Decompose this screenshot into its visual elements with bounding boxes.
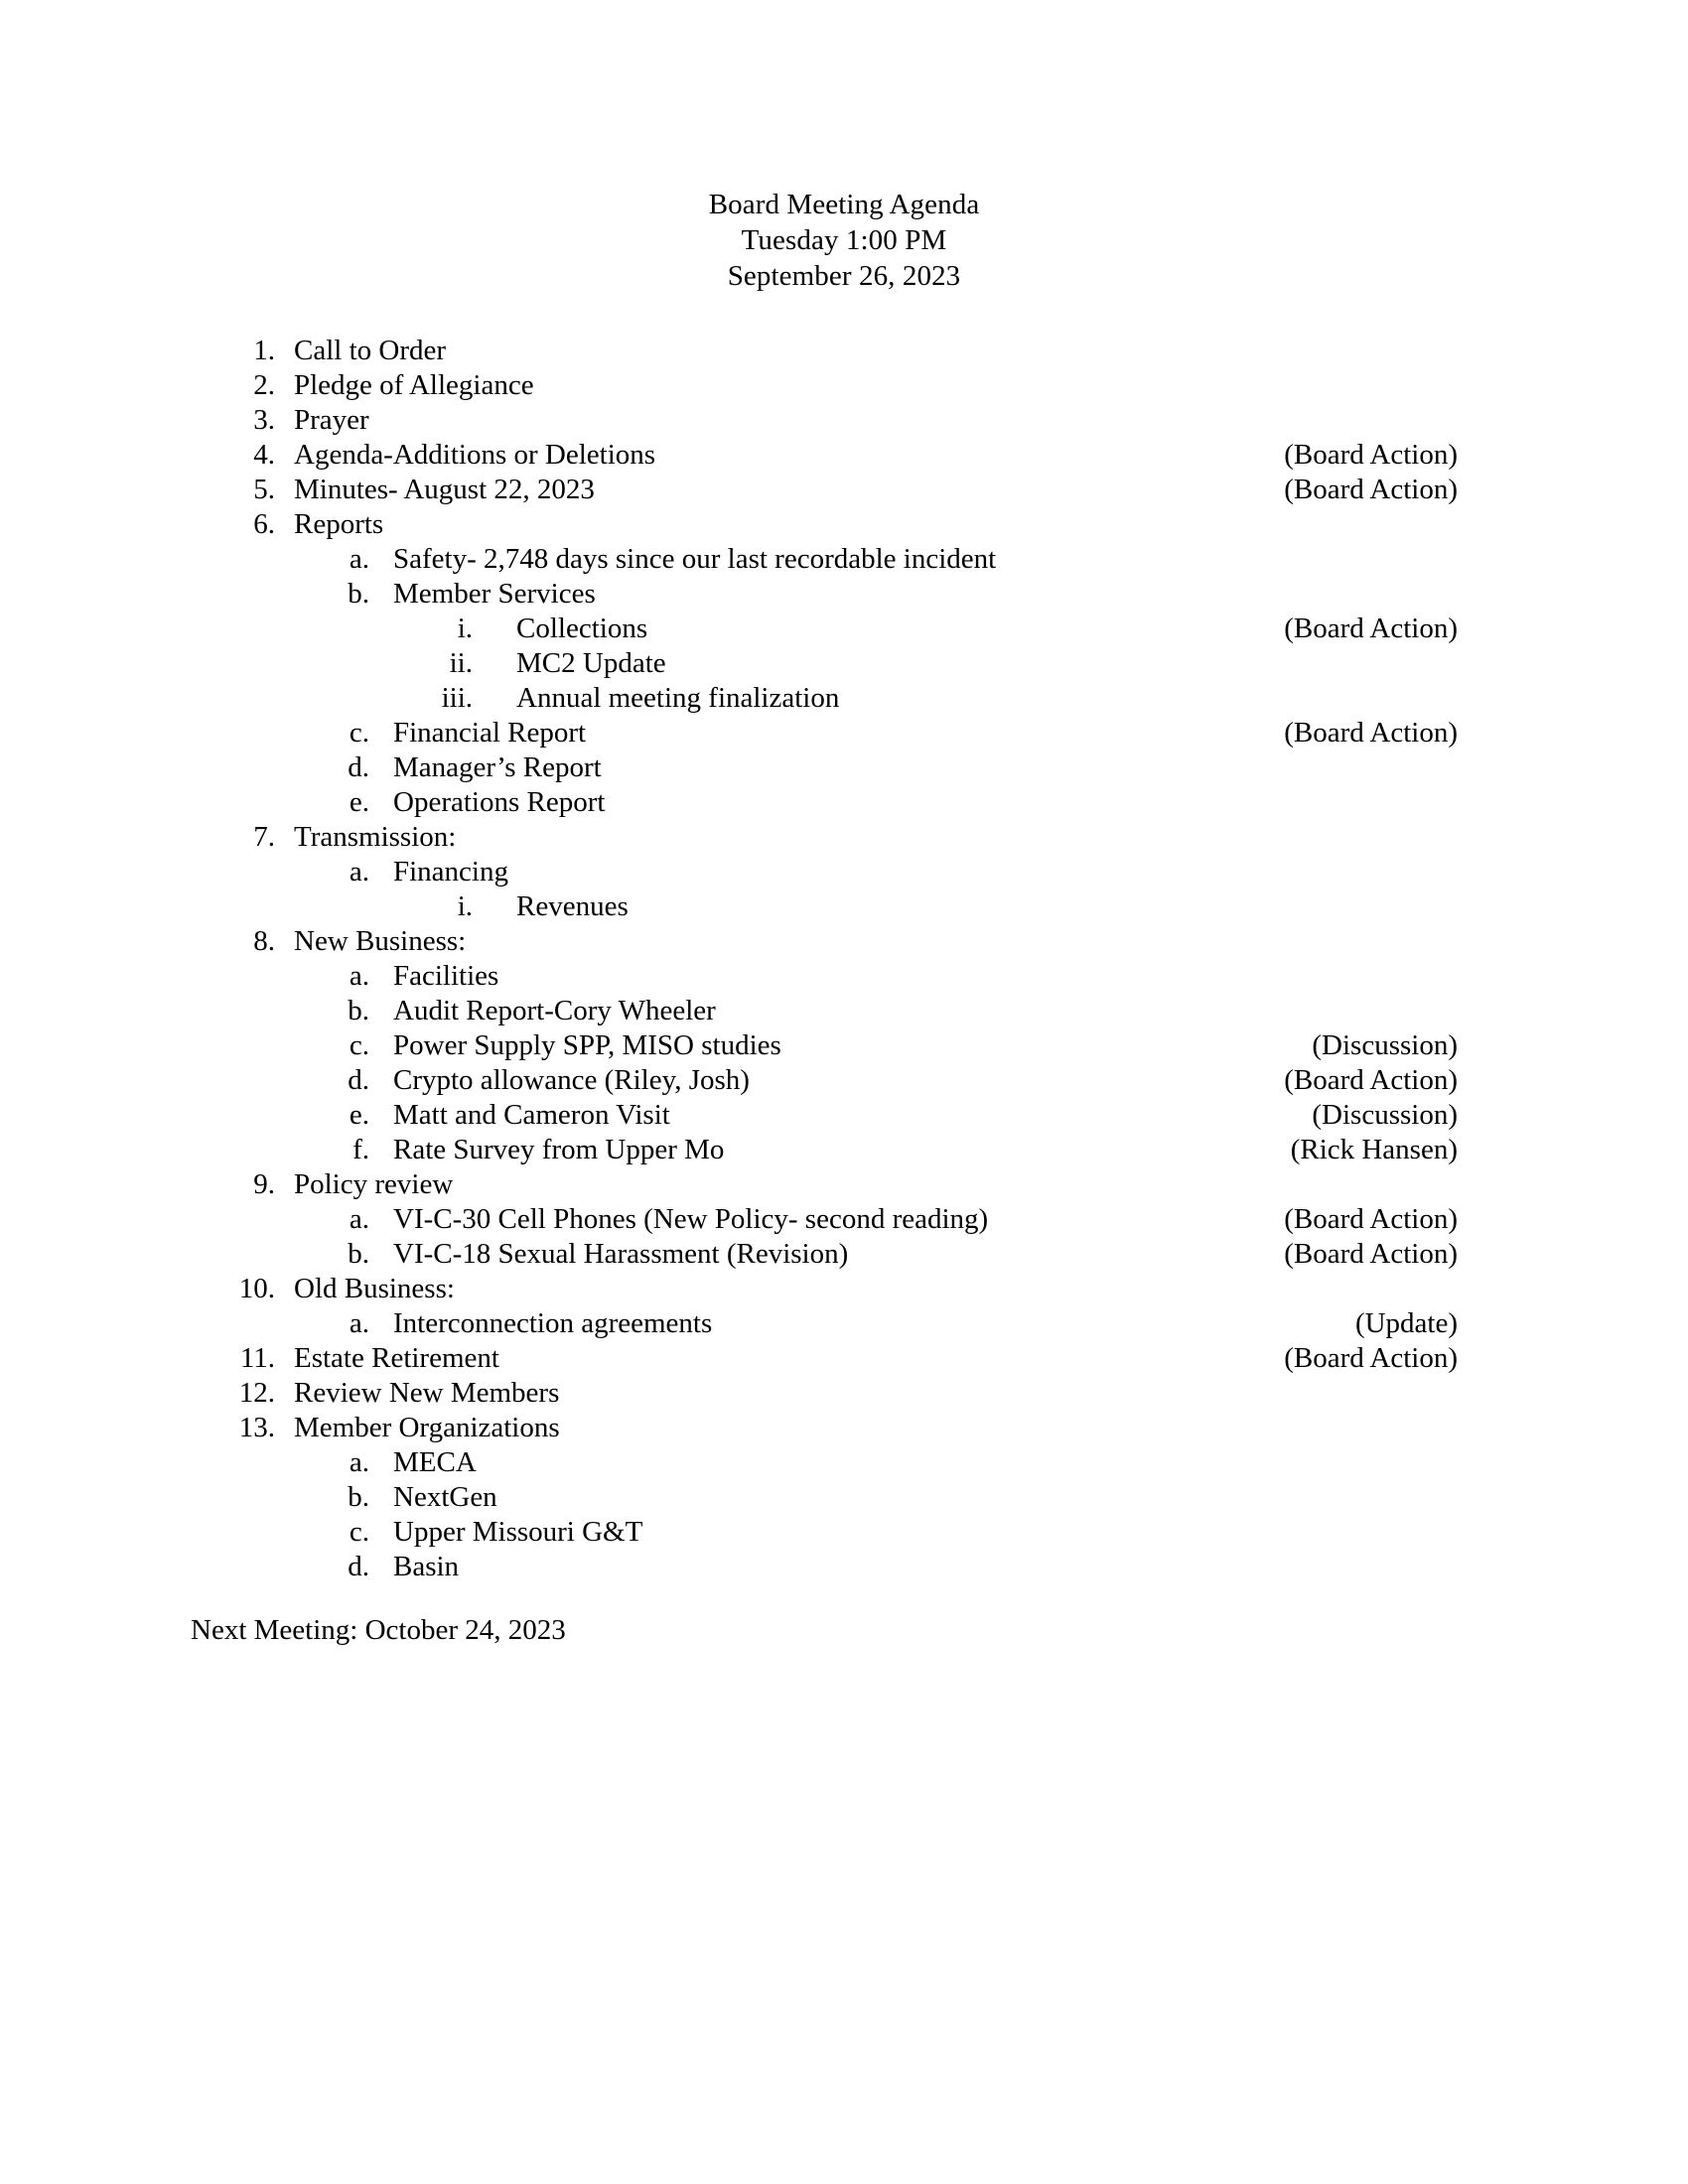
agenda-item-marker: c. [349, 1029, 369, 1061]
agenda-item-action-note: (Discussion) [1312, 1029, 1458, 1061]
agenda-item-marker: i. [457, 613, 473, 644]
agenda-item [0, 473, 1688, 507]
agenda-list [0, 334, 1688, 1584]
agenda-item [0, 681, 1688, 716]
agenda-item-label: Financing [393, 856, 508, 887]
agenda-item [0, 1411, 1688, 1445]
agenda-item-action-note: (Board Action) [1284, 1064, 1458, 1096]
agenda-item-marker: 11. [239, 1342, 275, 1374]
agenda-item-label: Manager’s Report [393, 751, 602, 783]
agenda-item-marker: d. [348, 751, 369, 783]
agenda-item-action-note: (Board Action) [1284, 717, 1458, 749]
document-title: Board Meeting Agenda [708, 189, 980, 220]
agenda-item-marker: a. [349, 1203, 369, 1235]
agenda-item-marker: b. [348, 995, 369, 1026]
agenda-item-action-note: (Board Action) [1284, 1342, 1458, 1374]
agenda-item-label: Call to Order [294, 335, 447, 366]
agenda-item-label: NextGen [393, 1481, 497, 1513]
agenda-item [0, 334, 1688, 368]
agenda-item-label: Power Supply SPP, MISO studies [393, 1029, 781, 1061]
agenda-item [0, 1098, 1688, 1133]
agenda-item-marker: a. [349, 856, 369, 887]
agenda-item-label: Collections [516, 613, 648, 644]
agenda-item-label: Crypto allowance (Riley, Josh) [393, 1064, 750, 1096]
agenda-item-label: Pledge of Allegiance [294, 369, 534, 401]
agenda-item-marker: a. [349, 1307, 369, 1339]
agenda-item [0, 612, 1688, 646]
agenda-item-marker: b. [348, 1238, 369, 1270]
agenda-item-action-note: (Update) [1354, 1307, 1458, 1339]
agenda-item [0, 1376, 1688, 1411]
agenda-item-label: Review New Members [294, 1377, 560, 1409]
agenda-item [0, 1445, 1688, 1480]
agenda-item-label: Revenues [516, 890, 629, 922]
next-meeting-line: Next Meeting: October 24, 2023 [191, 1614, 566, 1646]
agenda-item-label: Matt and Cameron Visit [393, 1099, 670, 1131]
agenda-item [0, 368, 1688, 403]
agenda-item-label: Policy review [294, 1168, 454, 1200]
agenda-item-label: MECA [393, 1446, 477, 1478]
agenda-item-label: Member Services [393, 578, 596, 610]
agenda-item-marker: 10. [238, 1273, 275, 1304]
agenda-item-marker: 3. [253, 404, 275, 436]
agenda-item [0, 889, 1688, 924]
agenda-item-label: New Business: [294, 925, 467, 957]
agenda-item-marker: e. [349, 786, 369, 818]
agenda-item [0, 785, 1688, 820]
agenda-item-marker: 13. [238, 1412, 275, 1443]
agenda-item-label: Interconnection agreements [393, 1307, 713, 1339]
agenda-item-marker: i. [457, 890, 473, 922]
meeting-time-line: Tuesday 1:00 PM [741, 224, 947, 256]
agenda-item-label: Operations Report [393, 786, 606, 818]
agenda-item [0, 1063, 1688, 1098]
agenda-item-marker: d. [348, 1551, 369, 1582]
agenda-item [0, 577, 1688, 612]
agenda-item-action-note: (Board Action) [1284, 613, 1458, 644]
agenda-item-marker: a. [349, 960, 369, 992]
agenda-item-action-note: (Board Action) [1284, 474, 1458, 505]
agenda-item [0, 994, 1688, 1028]
agenda-item-marker: b. [348, 578, 369, 610]
agenda-item-label: Upper Missouri G&T [393, 1516, 643, 1548]
agenda-item-marker: 12. [238, 1377, 275, 1409]
agenda-item [0, 403, 1688, 438]
agenda-item-action-note: (Board Action) [1284, 1203, 1458, 1235]
agenda-item [0, 542, 1688, 577]
agenda-item-label: Prayer [294, 404, 369, 436]
agenda-item-label: VI-C-30 Cell Phones (New Policy- second reading) [393, 1203, 989, 1235]
agenda-item-marker: e. [349, 1099, 369, 1131]
agenda-item-label: MC2 Update [516, 647, 666, 679]
agenda-item-label: Minutes- August 22, 2023 [294, 474, 595, 505]
agenda-item-marker: b. [348, 1481, 369, 1513]
agenda-item-marker: iii. [441, 682, 473, 714]
agenda-item-marker: 9. [253, 1168, 275, 1200]
agenda-item-action-note: (Board Action) [1284, 1238, 1458, 1270]
agenda-item-label: Estate Retirement [294, 1342, 499, 1374]
agenda-item-label: Transmission: [294, 821, 457, 853]
agenda-item-label: Rate Survey from Upper Mo [393, 1134, 725, 1165]
agenda-item-marker: d. [348, 1064, 369, 1096]
agenda-item [0, 751, 1688, 785]
agenda-item-label: Audit Report-Cory Wheeler [393, 995, 716, 1026]
agenda-item-action-note: (Board Action) [1284, 439, 1458, 471]
agenda-item [0, 716, 1688, 751]
agenda-item-marker: a. [349, 1446, 369, 1478]
agenda-item [0, 1028, 1688, 1063]
agenda-item-marker: 6. [253, 508, 275, 540]
agenda-item-label: Old Business: [294, 1273, 455, 1304]
agenda-item-marker: c. [349, 717, 369, 749]
agenda-item-marker: a. [349, 543, 369, 575]
agenda-item [0, 1306, 1688, 1341]
agenda-item [0, 1341, 1688, 1376]
agenda-item [0, 959, 1688, 994]
agenda-item [0, 1550, 1688, 1584]
agenda-item-label: Annual meeting finalization [516, 682, 840, 714]
agenda-item [0, 924, 1688, 959]
agenda-item-label: Member Organizations [294, 1412, 560, 1443]
agenda-item [0, 438, 1688, 473]
agenda-item [0, 855, 1688, 889]
agenda-item-marker: 7. [253, 821, 275, 853]
agenda-item-label: Safety- 2,748 days since our last recordable incident [393, 543, 997, 575]
agenda-item [0, 1133, 1688, 1167]
agenda-item-marker: c. [349, 1516, 369, 1548]
agenda-item-action-note: (Rick Hansen) [1290, 1134, 1458, 1165]
agenda-item [0, 820, 1688, 855]
agenda-item [0, 1480, 1688, 1515]
agenda-item-marker: ii. [449, 647, 473, 679]
agenda-item [0, 1272, 1688, 1306]
document-header [0, 187, 1688, 294]
agenda-item-action-note: (Discussion) [1312, 1099, 1458, 1131]
agenda-item-marker: f. [352, 1134, 369, 1165]
agenda-item-marker: 1. [253, 335, 275, 366]
agenda-item-label: Facilities [393, 960, 499, 992]
agenda-item [0, 1515, 1688, 1550]
agenda-item [0, 1237, 1688, 1272]
agenda-item-marker: 8. [253, 925, 275, 957]
agenda-item-marker: 4. [253, 439, 275, 471]
agenda-item [0, 646, 1688, 681]
agenda-item [0, 1202, 1688, 1237]
agenda-item [0, 507, 1688, 542]
agenda-item-marker: 2. [253, 369, 275, 401]
agenda-item-label: Agenda-Additions or Deletions [294, 439, 656, 471]
agenda-item-label: VI-C-18 Sexual Harassment (Revision) [393, 1238, 849, 1270]
agenda-item-label: Financial Report [393, 717, 587, 749]
meeting-date-line: September 26, 2023 [727, 260, 961, 292]
agenda-item-label: Basin [393, 1551, 460, 1582]
agenda-item [0, 1167, 1688, 1202]
agenda-item-marker: 5. [253, 474, 275, 505]
agenda-item-label: Reports [294, 508, 384, 540]
